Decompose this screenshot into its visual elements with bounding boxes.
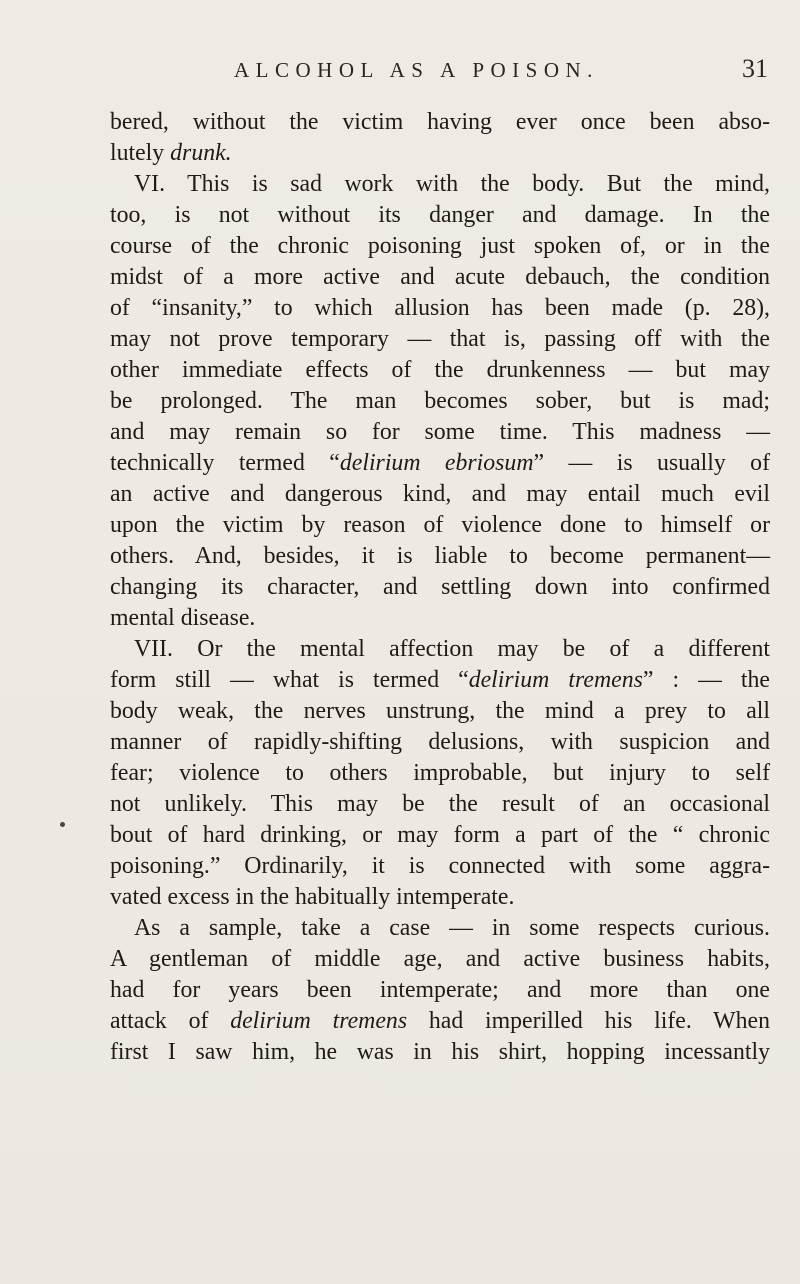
text-line-content: bered, without the victim having ever once been abso-: [110, 109, 770, 135]
text-line: [110, 386, 770, 417]
italic-term: delirium tremens: [230, 1008, 408, 1034]
text-line-post: ” — is usually of: [533, 450, 771, 476]
text-line-content: midst of a more active and acute debauch, the condition: [110, 264, 770, 290]
text-line: [110, 696, 770, 727]
text-line: [110, 944, 770, 975]
text-line-content: of “insanity,” to which allusion has been made (p. 28),: [110, 295, 770, 321]
italic-term: drunk.: [170, 140, 232, 166]
text-line: [110, 355, 770, 386]
text-line-content: too, is not without its danger and damage. In the: [110, 202, 770, 228]
text-line: [110, 541, 770, 572]
text-line-content: upon the victim by reason of violence done to himself or: [110, 512, 770, 538]
text-line-pre: lutely: [110, 140, 171, 166]
text-line: [110, 913, 770, 944]
text-line-content: and may remain so for some time. This madness —: [110, 419, 770, 445]
text-line-content: course of the chronic poisoning just spoken of, or in the: [110, 233, 770, 259]
text-line-content: poisoning.” Ordinarily, it is connected with some aggra-: [110, 853, 770, 879]
body-text: [110, 107, 770, 1068]
text-line: [110, 603, 770, 634]
margin-dot-mark: [60, 822, 65, 827]
text-line-content: changing its character, and settling down into confirmed: [110, 574, 770, 600]
text-line-pre: attack of: [110, 1008, 231, 1034]
text-line-content: vated excess in the habitually intemperate.: [110, 884, 515, 910]
text-line: [110, 448, 770, 479]
text-line: [110, 789, 770, 820]
text-line-content: A gentleman of middle age, and active business habits,: [110, 946, 770, 972]
text-line-content: bout of hard drinking, or may form a part of the “ chronic: [110, 822, 770, 848]
text-line: [110, 138, 770, 169]
page-number: 31: [742, 54, 768, 83]
text-line: [110, 324, 770, 355]
text-line-content: mental disease.: [110, 605, 256, 631]
text-line-post: had imperilled his life. When: [407, 1008, 770, 1034]
text-line-content: manner of rapidly-shifting delusions, with suspicion and: [110, 729, 770, 755]
text-line: [110, 758, 770, 789]
text-line: [110, 727, 770, 758]
text-line: [110, 417, 770, 448]
text-line-content: had for years been intemperate; and more than one: [110, 977, 770, 1003]
text-line: [110, 231, 770, 262]
text-line: [110, 572, 770, 603]
text-line-content: body weak, the nerves unstrung, the mind a prey to all: [110, 698, 770, 724]
running-title: ALCOHOL AS A POISON.: [234, 58, 599, 82]
text-line: [110, 510, 770, 541]
page-header: [110, 54, 768, 94]
text-line-post: ” : — the: [642, 667, 770, 693]
text-line-content: VI. This is sad work with the body. But the mind,: [134, 171, 770, 197]
text-line-content: may not prove temporary — that is, passing off with the: [110, 326, 770, 352]
text-line-content: be prolonged. The man becomes sober, but is mad;: [110, 388, 770, 414]
text-line-pre: technically termed “: [110, 450, 340, 476]
text-line-pre: form still — what is termed “: [110, 667, 469, 693]
text-line: [110, 1006, 770, 1037]
text-line-content: fear; violence to others improbable, but injury to self: [110, 760, 770, 786]
text-line-content: not unlikely. This may be the result of an occasional: [110, 791, 770, 817]
italic-term: delirium ebriosum: [339, 450, 534, 476]
text-line: [110, 262, 770, 293]
text-line: [110, 665, 770, 696]
text-line: [110, 1037, 770, 1068]
text-line: [110, 634, 770, 665]
text-line-content: an active and dangerous kind, and may entail much evil: [110, 481, 770, 507]
text-line: [110, 851, 770, 882]
text-line: [110, 820, 770, 851]
text-line: [110, 107, 770, 138]
text-line: [110, 169, 770, 200]
italic-term: delirium tremens: [468, 667, 643, 693]
text-line: [110, 479, 770, 510]
text-line: [110, 975, 770, 1006]
text-line: [110, 293, 770, 324]
text-line-content: VII. Or the mental affection may be of a different: [134, 636, 770, 662]
text-line-content: first I saw him, he was in his shirt, hopping incessantly: [110, 1039, 770, 1065]
text-line: [110, 882, 770, 913]
text-line-content: As a sample, take a case — in some respects curious.: [134, 915, 770, 941]
text-line-content: others. And, besides, it is liable to become permanent—: [110, 543, 770, 569]
text-line: [110, 200, 770, 231]
text-line-content: other immediate effects of the drunkenness — but may: [110, 357, 770, 383]
